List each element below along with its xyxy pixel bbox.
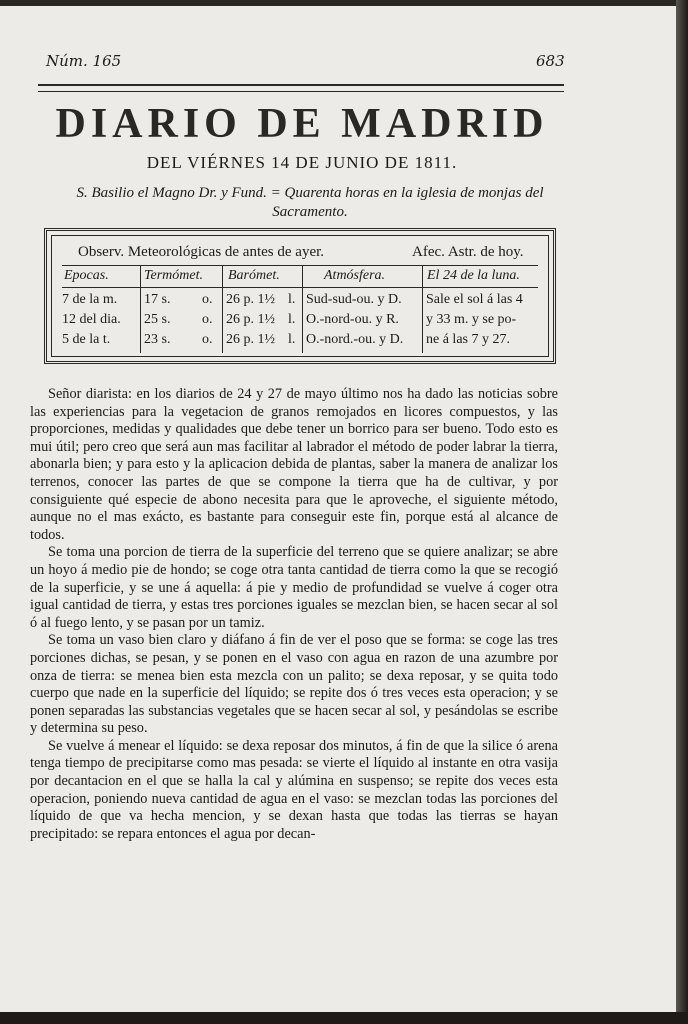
meteo-title: Observ. Meteorológicas de antes de ayer. <box>78 244 325 260</box>
row-epoca: 5 de la t. <box>62 332 111 347</box>
article-body <box>30 386 558 843</box>
row-epoca: 12 del dia. <box>62 312 121 327</box>
col-header-luna: El 24 de la luna. <box>427 268 520 283</box>
row-atmos: Sud-sud-ou. y D. <box>306 292 402 307</box>
row-temp: 23 s. <box>144 332 171 347</box>
row-atmos: O.-nord-ou. y R. <box>306 312 399 327</box>
header-rule <box>38 84 564 92</box>
scan-bottom-border <box>0 1012 688 1024</box>
saints-of-day: S. Basilio el Magno Dr. y Fund. = Quarenta horas en la iglesia de monjas del Sacramento. <box>76 185 544 220</box>
row-lin: l. <box>288 292 296 307</box>
row-cero: o. <box>202 292 213 307</box>
row-baro: 26 p. 1½ <box>226 292 275 307</box>
row-cero: o. <box>202 332 213 347</box>
col-header-termometro: Termómet. <box>144 268 203 283</box>
article-paragraph: Se toma un vaso bien claro y diáfano á fin de ver el poso que se forma: se coge las tres porciones dichas, se pesan, y se ponen en el vaso con agua en razon de una azumbre por onza de tierra: se menea bien esta mezcla con un palito; se dexa reposar, y se quita todo cuerpo que nade en la superficie del líquido; se repite dos ó tres veces esta operacion; y se ponen separadas las substancias vegetales que se hacen secar al sol, y pesándolas se escribe y determina su peso. <box>30 632 558 737</box>
article-paragraph: Señor diarista: en los diarios de 24 y 27 de mayo último nos ha dado las noticias sobre las experiencias para la vegetacion de granos remojados en licores compuestos, y las proporciones, medidas y qualidades que debe tener un borrico para ser bueno. Todo esto es mui útil; pero creo que será aun mas facilitar al labrador el método de poder labrar la tierra, abonarla bien; y para esto y la aplicacion debida de plantas, saber la manera de analizar los terrenos, conocer las partes de que se compone la tierra que ha de cultivar, y por consiguiente qué especie de abono necesita para que le aproveche, el siguiente método, aunque no el mas exácto, es bastante para conseguir este fin, porque está al alcance de todos. <box>30 386 558 543</box>
row-baro: 26 p. 1½ <box>226 332 275 347</box>
page-edge-shadow <box>676 0 688 1024</box>
article-paragraph: Se vuelve á menear el líquido: se dexa reposar dos minutos, á fin de que la silice ó arena tenga tiempo de precipitarse como mas pesada: se vierte el líquido al instante en otra vasija por decantacion en el que se halla la cal y alúmina en suspenso; se repite dos veces esta operacion, poniendo nueva cantidad de agua en el vaso: se mezclan todas las porciones del líquido de que va hecha mencion, y se dexan hasta que todas las tierras se hayan precipitado: se repara entonces el agua por decan- <box>30 737 558 842</box>
col-header-epocas: Epocas. <box>64 268 109 283</box>
article-paragraph: Se toma una porcion de tierra de la superficie del terreno que se quiere analizar; se abre un hoyo á medio pie de hondo; se coge otra tanta cantidad de tierra como la que se recogió de la superficie, y se une á aquella: á pie y medio de profundidad se vuelve á coger otra igual cantidad de tierra, y estas tres porciones iguales se mezclan bien, se hacen secar al sol ó al fuego lento, y se pasan por un tamiz. <box>30 544 558 631</box>
issue-number: Núm. 165 <box>46 52 122 70</box>
row-epoca: 7 de la m. <box>62 292 118 307</box>
row-astro: Sale el sol á las 4 <box>426 292 523 307</box>
page-number: 683 <box>536 52 565 70</box>
row-baro: 26 p. 1½ <box>226 312 275 327</box>
row-cero: o. <box>202 312 213 327</box>
astro-title: Afec. Astr. de hoy. <box>412 244 524 260</box>
meteorological-table <box>44 228 556 364</box>
row-lin: l. <box>288 312 296 327</box>
row-temp: 25 s. <box>144 312 171 327</box>
row-lin: l. <box>288 332 296 347</box>
col-header-barometro: Barómet. <box>228 268 280 283</box>
row-temp: 17 s. <box>144 292 171 307</box>
newspaper-page <box>0 6 676 1014</box>
row-astro: ne á las 7 y 27. <box>426 332 510 347</box>
masthead-title: DIARIO DE MADRID <box>55 101 549 147</box>
row-astro: y 33 m. y se po- <box>426 312 517 327</box>
dateline: DEL VIÉRNES 14 DE JUNIO DE 1811. <box>146 153 458 172</box>
row-atmos: O.-nord.-ou. y D. <box>306 332 404 347</box>
col-header-atmosfera: Atmósfera. <box>324 268 386 283</box>
